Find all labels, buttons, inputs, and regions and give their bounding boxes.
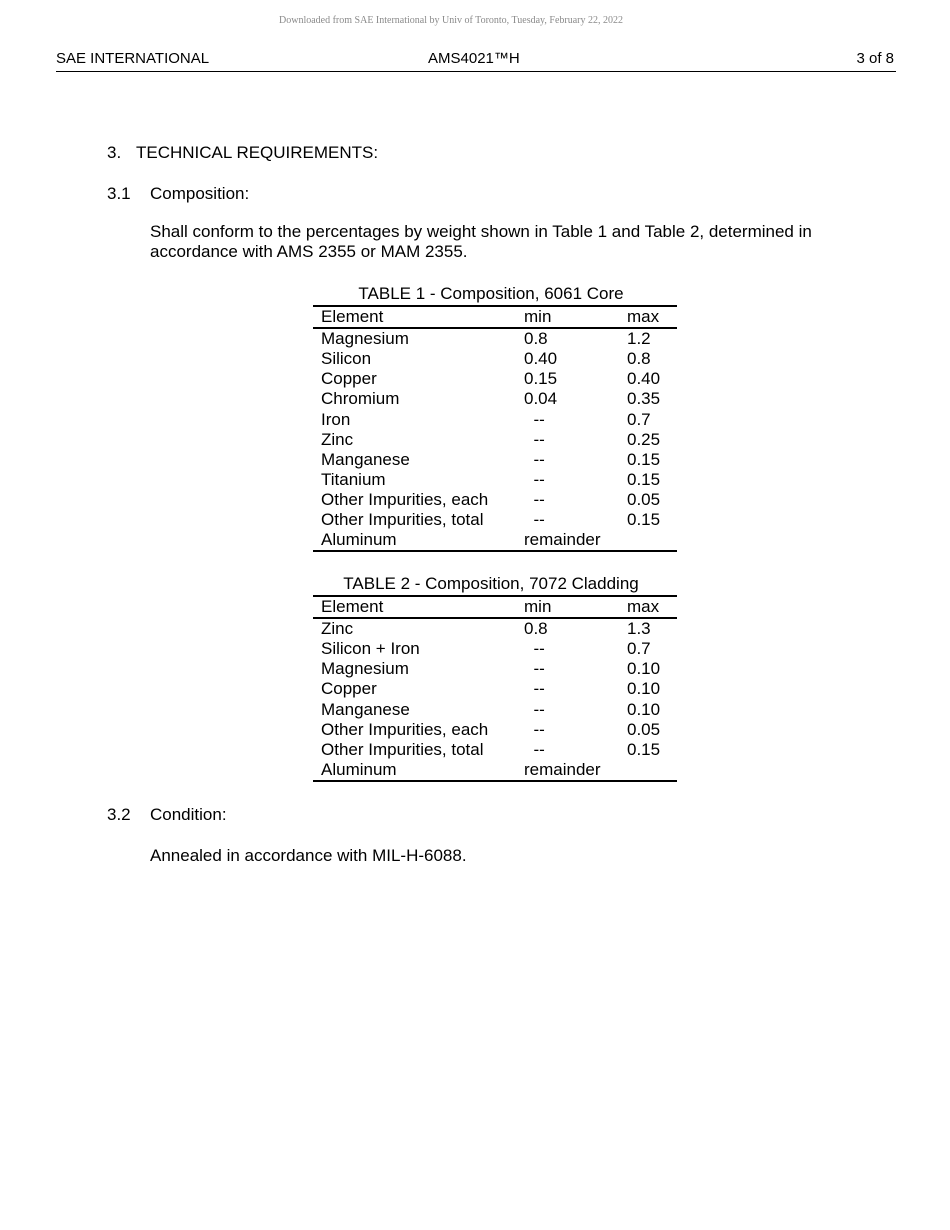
cell-element: Aluminum bbox=[321, 530, 397, 550]
cell-max: 0.25 bbox=[627, 429, 661, 449]
cell-max: 0.7 bbox=[627, 639, 651, 659]
table-row bbox=[313, 389, 677, 409]
section-3-heading bbox=[107, 143, 507, 165]
table-1 bbox=[313, 283, 669, 552]
cell-max: 0.10 bbox=[627, 659, 661, 679]
cell-max: 0.05 bbox=[627, 719, 661, 739]
cell-element: Silicon bbox=[321, 349, 372, 369]
table-row bbox=[313, 720, 677, 740]
table-row bbox=[313, 490, 677, 510]
table-row bbox=[313, 659, 677, 679]
cell-min: -- bbox=[524, 489, 545, 509]
cell-max: 1.2 bbox=[627, 329, 651, 349]
cell-min: -- bbox=[524, 659, 545, 679]
cell-min: 0.40 bbox=[524, 349, 558, 369]
cell-element: Other Impurities, each bbox=[321, 489, 489, 509]
table-row bbox=[313, 699, 677, 719]
table-header-row bbox=[313, 306, 677, 328]
cell-element: Zinc bbox=[321, 429, 354, 449]
column-header-max: max bbox=[627, 597, 660, 617]
table-row bbox=[313, 409, 677, 429]
composition-paragraph: Shall conform to the percentages by weight shown in Table 1 and Table 2, determined in accordance with AMS 2355 or MAM 2355. bbox=[150, 222, 812, 261]
section-3-1-heading bbox=[107, 184, 407, 206]
page-header bbox=[56, 49, 896, 72]
cell-element: Chromium bbox=[321, 389, 400, 409]
cell-max: 0.05 bbox=[627, 489, 661, 509]
cell-min: -- bbox=[524, 449, 545, 469]
table-row bbox=[313, 349, 677, 369]
cell-max: 0.15 bbox=[627, 509, 661, 529]
download-watermark: Downloaded from SAE International by Univ of Toronto, Tuesday, February 22, 2022 bbox=[279, 15, 623, 26]
column-header-min: min bbox=[524, 597, 552, 617]
table-row bbox=[313, 639, 677, 659]
composition-table bbox=[313, 305, 677, 552]
header-page-number: 3 of 8 bbox=[856, 50, 894, 67]
table-caption: TABLE 2 - Composition, 7072 Cladding bbox=[343, 574, 639, 593]
cell-element: Aluminum bbox=[321, 759, 397, 779]
cell-min: 0.8 bbox=[524, 619, 548, 639]
cell-min: -- bbox=[524, 719, 545, 739]
cell-element: Other Impurities, each bbox=[321, 719, 489, 739]
section-3-2-heading bbox=[107, 805, 407, 827]
cell-min: -- bbox=[524, 429, 545, 449]
cell-min: remainder bbox=[524, 759, 601, 779]
section-number: 3.2 bbox=[107, 805, 131, 824]
cell-min: remainder bbox=[524, 530, 601, 550]
cell-min: -- bbox=[524, 679, 545, 699]
cell-min: -- bbox=[524, 739, 545, 759]
table-header-row bbox=[313, 596, 677, 618]
cell-element: Other Impurities, total bbox=[321, 509, 484, 529]
cell-element: Copper bbox=[321, 369, 377, 389]
header-org: SAE INTERNATIONAL bbox=[56, 50, 210, 67]
cell-max: 0.10 bbox=[627, 679, 661, 699]
cell-min: 0.04 bbox=[524, 389, 558, 409]
cell-max: 0.35 bbox=[627, 389, 661, 409]
cell-element: Zinc bbox=[321, 619, 354, 639]
cell-element: Other Impurities, total bbox=[321, 739, 484, 759]
cell-element: Magnesium bbox=[321, 329, 409, 349]
table-row bbox=[313, 470, 677, 490]
section-number: 3.1 bbox=[107, 184, 131, 203]
cell-max: 0.15 bbox=[627, 739, 661, 759]
cell-min: -- bbox=[524, 469, 545, 489]
cell-element: Iron bbox=[321, 409, 351, 429]
cell-max: 0.40 bbox=[627, 369, 661, 389]
cell-max bbox=[627, 760, 677, 781]
table-row bbox=[313, 760, 677, 781]
cell-element: Magnesium bbox=[321, 659, 409, 679]
table-row bbox=[313, 679, 677, 699]
cell-min: 0.8 bbox=[524, 329, 548, 349]
table-row bbox=[313, 328, 677, 349]
cell-element: Silicon + Iron bbox=[321, 639, 420, 659]
cell-min: -- bbox=[524, 509, 545, 529]
cell-min: -- bbox=[524, 409, 545, 429]
cell-max: 0.15 bbox=[627, 469, 661, 489]
table-2 bbox=[313, 573, 669, 782]
header-doc-id: AMS4021™H bbox=[428, 50, 520, 67]
cell-max: 1.3 bbox=[627, 619, 651, 639]
condition-paragraph: Annealed in accordance with MIL-H-6088. bbox=[150, 846, 467, 865]
cell-max bbox=[627, 530, 677, 551]
table-caption: TABLE 1 - Composition, 6061 Core bbox=[358, 284, 624, 303]
cell-max: 0.7 bbox=[627, 409, 651, 429]
section-number: 3. bbox=[107, 143, 122, 162]
section-title: TECHNICAL REQUIREMENTS: bbox=[136, 143, 379, 162]
cell-max: 0.10 bbox=[627, 699, 661, 719]
table-row bbox=[313, 430, 677, 450]
cell-element: Copper bbox=[321, 679, 377, 699]
column-header-element: Element bbox=[321, 597, 384, 617]
cell-max: 0.15 bbox=[627, 449, 661, 469]
cell-element: Titanium bbox=[321, 469, 386, 489]
table-row bbox=[313, 530, 677, 551]
table-row bbox=[313, 369, 677, 389]
table-row bbox=[313, 510, 677, 530]
column-header-min: min bbox=[524, 307, 552, 327]
column-header-max: max bbox=[627, 307, 660, 327]
column-header-element: Element bbox=[321, 307, 384, 327]
cell-element: Manganese bbox=[321, 449, 410, 469]
table-row bbox=[313, 740, 677, 760]
cell-max: 0.8 bbox=[627, 349, 651, 369]
cell-min: -- bbox=[524, 639, 545, 659]
composition-table bbox=[313, 595, 677, 782]
cell-element: Manganese bbox=[321, 699, 410, 719]
cell-min: 0.15 bbox=[524, 369, 558, 389]
table-row bbox=[313, 450, 677, 470]
cell-min: -- bbox=[524, 699, 545, 719]
section-title: Composition: bbox=[150, 184, 250, 203]
section-title: Condition: bbox=[150, 805, 227, 824]
table-row bbox=[313, 618, 677, 639]
